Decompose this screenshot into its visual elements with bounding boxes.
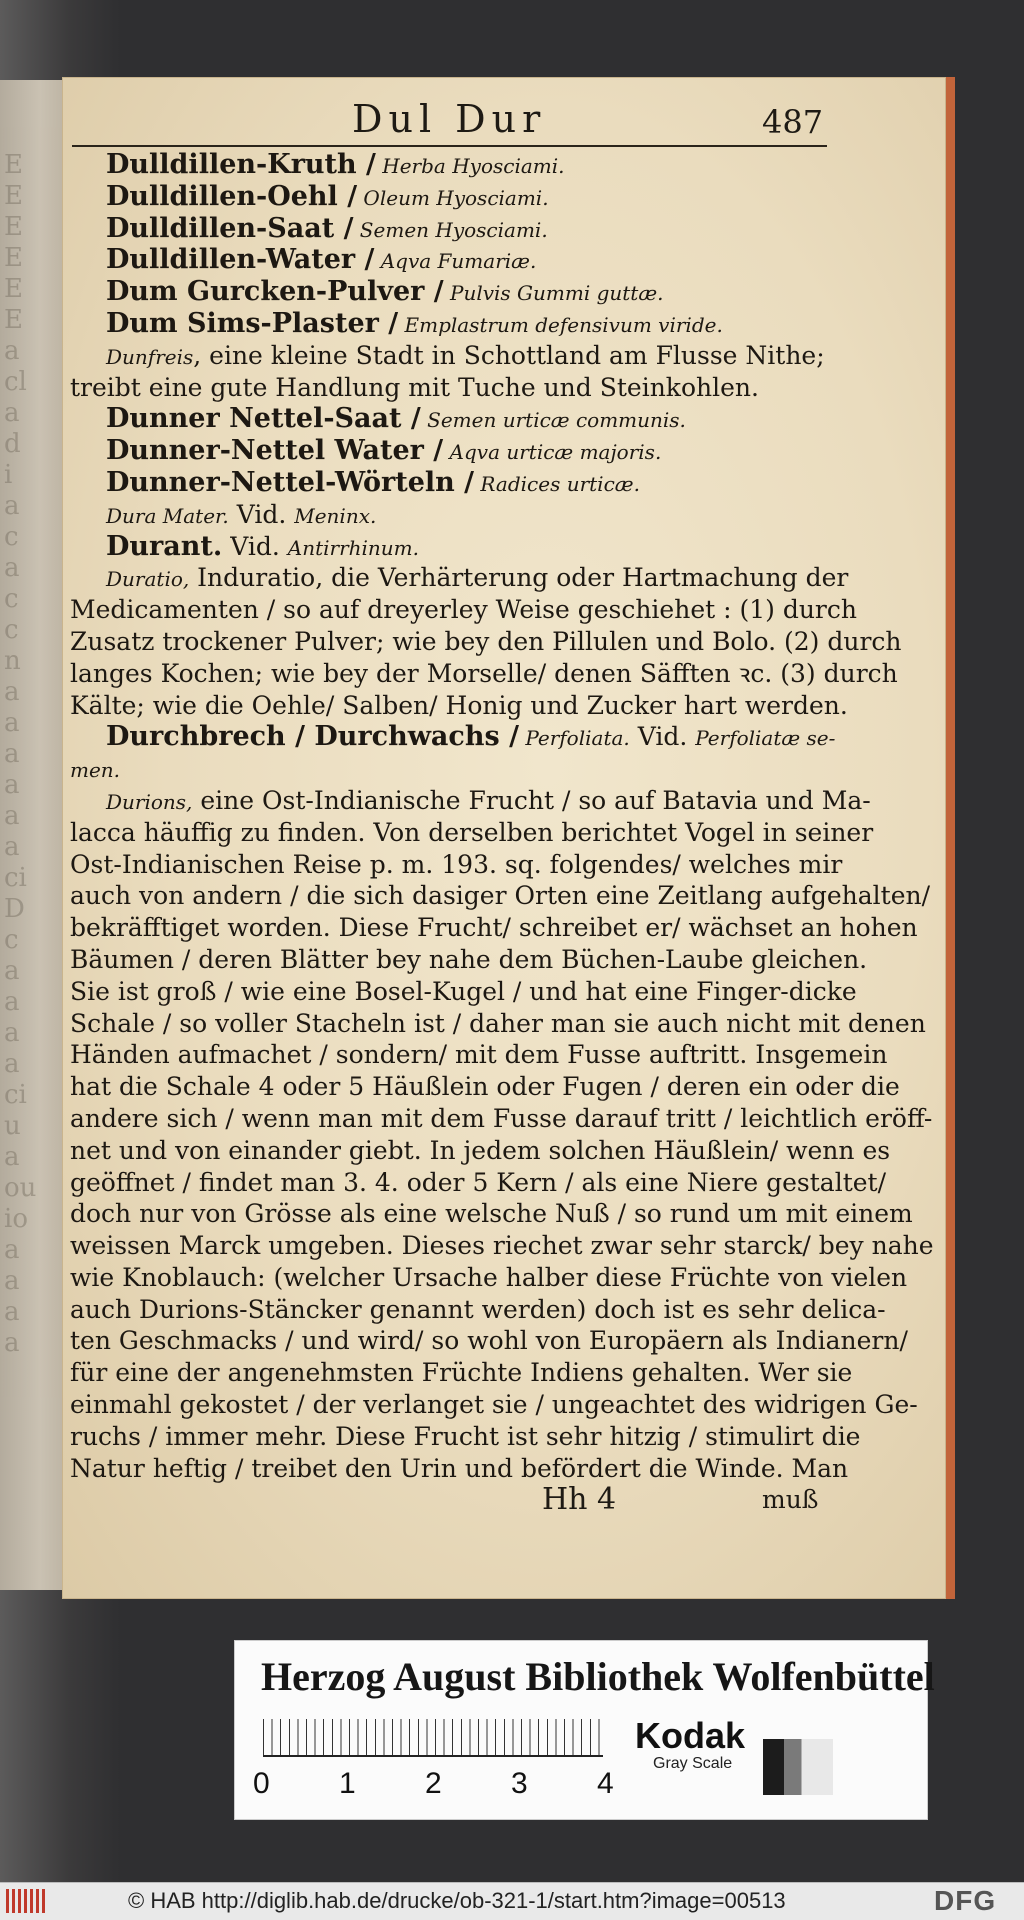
text-span: bekräfftiget worden. Diese Frucht/ schreibet er/ wächset an hohen — [70, 913, 918, 943]
text-line — [70, 1230, 934, 1262]
text-span: Medicamenten / so auf dreyerley Weise geschiehet : (1) durch — [70, 595, 857, 625]
measuring-ruler — [263, 1719, 603, 1757]
latin-term: Pulvis Gummi guttæ. — [443, 281, 664, 306]
ruler-label: 4 — [597, 1767, 614, 1800]
kodak-logo: Kodak — [635, 1715, 746, 1756]
text-line — [70, 944, 868, 976]
text-line — [70, 594, 857, 626]
text-span: ten Geschmacks / und wird/ so wohl von Europäern als Indianern/ — [70, 1326, 908, 1356]
latin-term: Durions, — [106, 789, 193, 814]
text-span: , eine kleine Stadt in Schottland am Flusse Nithe; — [193, 340, 825, 370]
text-line — [70, 499, 832, 531]
text-span: andere sich / wenn man mit dem Fusse darauf tritt / leichtlich eröff- — [70, 1103, 933, 1133]
latin-term: men. — [70, 758, 121, 783]
text-line — [70, 817, 874, 849]
text-span: auch von andern / die sich dasiger Orten eine Zeitlang aufgehalten/ — [70, 881, 931, 911]
latin-term: Perfoliatæ se- — [695, 726, 836, 751]
text-span: treibt eine gute Handlung mit Tuche und Steinkohlen. — [70, 372, 759, 402]
entry-headword: Dunner Nettel-Saat / — [106, 403, 421, 435]
entry-headword: Dum Gurcken-Pulver / — [106, 276, 444, 308]
text-span: langes Kochen; wie bey der Morselle/ denen Säfften ꝛc. (3) durch — [70, 658, 898, 688]
text-span: Sie ist groß / wie eine Bosel-Kugel / und hat eine Finger-dicke — [70, 976, 857, 1006]
text-line — [70, 435, 832, 467]
text-span: wie Knoblauch: (welcher Ursache halber diese Früchte von vielen — [70, 1262, 908, 1292]
text-span: Ost-Indianischen Reise p. m. 193. sq. folgendes/ welches mir — [70, 849, 843, 879]
text-span: Schale / so voller Stacheln ist / daher man sie auch nicht mit denen — [70, 1008, 926, 1038]
running-head: Dul Dur — [352, 97, 547, 141]
text-line — [70, 340, 832, 372]
entry-headword: Durant. — [106, 530, 223, 562]
text-line — [70, 181, 832, 213]
ruler-label: 0 — [253, 1767, 270, 1800]
entry-headword: Durchbrech / Durchwachs / — [106, 721, 519, 753]
header-rule — [72, 145, 827, 147]
text-line — [70, 308, 832, 340]
signature-mark: Hh 4 — [542, 1482, 617, 1517]
text-line — [70, 721, 836, 753]
text-span: net und von einander giebt. In jedem solchen Häußlein/ wenn es — [70, 1135, 891, 1165]
text-line — [70, 1421, 861, 1453]
latin-term: Duratio, — [106, 567, 190, 592]
book-page — [62, 77, 955, 1599]
text-line — [70, 1389, 918, 1421]
text-line — [70, 467, 832, 499]
text-line — [70, 1039, 888, 1071]
text-line — [70, 1135, 891, 1167]
text-line — [70, 244, 832, 276]
previous-page-edge — [0, 80, 70, 1590]
latin-term: Semen urticæ communis. — [420, 408, 686, 433]
entry-headword: Dulldillen-Oehl / — [106, 180, 358, 212]
latin-term: Antirrhinum. — [287, 535, 419, 560]
text-span: lacca häuffig zu finden. Von derselben berichtet Vogel in seiner — [70, 817, 874, 847]
page-header — [62, 97, 946, 145]
text-line — [70, 562, 849, 594]
text-span: Natur heftig / treibet den Urin und befördert die Winde. Man — [70, 1453, 849, 1483]
latin-term: Aqva Fumariæ. — [374, 249, 537, 274]
text-line — [70, 658, 898, 690]
page-number: 487 — [762, 103, 824, 141]
text-span: ruchs / immer mehr. Diese Frucht ist sehr hitzig / stimulirt die — [70, 1421, 861, 1451]
bleed-through-marks: E E E E E E a cl a d i a c a c c n a a a a a a ci D c a a a a ci u a ou io a a a a — [4, 150, 37, 1358]
latin-term: Dura Mater. — [106, 503, 229, 528]
text-span: geöffnet / findet man 3. 4. oder 5 Kern / als eine Niere gestaltet/ — [70, 1167, 887, 1197]
text-line — [70, 531, 832, 563]
text-span: für eine der angenehmsten Früchte Indiens gehalten. Wer sie — [70, 1358, 853, 1388]
footer-copyright-link[interactable]: © HAB http://diglib.hab.de/drucke/ob-321-1/start.htm?image=00513 — [128, 1888, 786, 1913]
text-line — [70, 276, 832, 308]
text-line — [70, 912, 918, 944]
text-line — [70, 1103, 933, 1135]
entry-headword: Dulldillen-Kruth / — [106, 149, 376, 180]
text-span: Vid. — [629, 722, 696, 752]
text-span: Händen aufmachet / sondern/ mit dem Fusse auftritt. Insgemein — [70, 1040, 888, 1070]
footer-bar — [0, 1882, 1024, 1920]
text-span: Vid. — [222, 531, 288, 561]
text-span: Induratio, die Verhärterung oder Hartmachung der — [189, 563, 849, 593]
text-line — [70, 372, 832, 404]
ruler-label: 3 — [511, 1767, 528, 1800]
latin-term: Emplastrum defensivum viride. — [398, 312, 723, 337]
text-line — [70, 785, 871, 817]
text-span: Vid. — [228, 499, 295, 529]
text-span: einmahl gekostet / der verlanget sie / ungeachtet des widrigen Ge- — [70, 1390, 918, 1420]
ruler-label: 1 — [339, 1767, 356, 1800]
entry-headword: Dulldillen-Water / — [106, 244, 375, 276]
entry-headword: Dulldillen-Saat / — [106, 212, 354, 244]
text-line — [70, 403, 832, 435]
text-line — [70, 849, 843, 881]
latin-term: Oleum Hyosciami. — [357, 185, 549, 210]
text-span: auch Durions-Stäncker genannt werden) doch ist es sehr delica- — [70, 1294, 886, 1324]
text-line — [70, 880, 931, 912]
gray-scale-label: Gray Scale — [653, 1755, 733, 1772]
entry-headword: Dunner-Nettel Water / — [106, 435, 444, 467]
text-line — [70, 976, 857, 1008]
text-span: Zusatz trockener Pulver; wie bey den Pillulen und Bolo. (2) durch — [70, 626, 902, 656]
catchword: muß — [762, 1485, 819, 1514]
text-line — [70, 1071, 900, 1103]
entry-headword: Dunner-Nettel-Wörteln / — [106, 466, 475, 498]
ruler-labels — [253, 1767, 653, 1803]
library-title: Herzog August Bibliothek Wolfenbüttel — [261, 1654, 935, 1699]
text-span: Bäumen / deren Blätter bey nahe dem Büchen-Laube gleichen. — [70, 944, 868, 974]
gray-scale-patch — [763, 1739, 833, 1795]
latin-term: Semen Hyosciami. — [353, 217, 548, 242]
text-span: doch nur von Grösse als eine welsche Nuß / so rund um mit einem — [70, 1199, 913, 1229]
text-line — [70, 1294, 886, 1326]
hab-logo-icon — [6, 1889, 46, 1913]
text-line — [70, 1262, 908, 1294]
text-line — [70, 626, 902, 658]
text-line — [70, 1198, 913, 1230]
text-line — [70, 1325, 908, 1357]
latin-term: Herba Hyosciami. — [375, 154, 565, 178]
text-line — [70, 149, 832, 181]
text-line — [70, 1167, 887, 1199]
text-span: weissen Marck umgeben. Dieses riechet zwar sehr starck/ bey nahe — [70, 1231, 934, 1261]
text-line — [70, 1357, 853, 1389]
text-line — [70, 753, 832, 785]
text-line — [70, 1008, 926, 1040]
text-line — [70, 213, 832, 245]
latin-term: Meninx. — [294, 503, 377, 528]
ruler-label: 2 — [425, 1767, 442, 1800]
latin-term: Radices urticæ. — [474, 471, 640, 496]
dfg-logo: DFG — [934, 1885, 997, 1916]
latin-term: Dunfreis — [106, 344, 194, 369]
color-reference-card — [234, 1640, 935, 1820]
text-span: hat die Schale 4 oder 5 Häußlein oder Fugen / deren ein oder die — [70, 1072, 900, 1102]
text-span: eine Ost-Indianische Frucht / so auf Batavia und Ma- — [192, 785, 871, 815]
page-text — [70, 149, 934, 1484]
latin-term: Aqva urticæ majoris. — [443, 440, 662, 465]
entry-headword: Dum Sims-Plaster / — [106, 307, 399, 339]
latin-term: Perfoliata. — [518, 726, 630, 751]
text-line — [70, 690, 848, 722]
text-span: Kälte; wie die Oehle/ Salben/ Honig und Zucker hart werden. — [70, 690, 848, 720]
text-line — [70, 1453, 849, 1485]
